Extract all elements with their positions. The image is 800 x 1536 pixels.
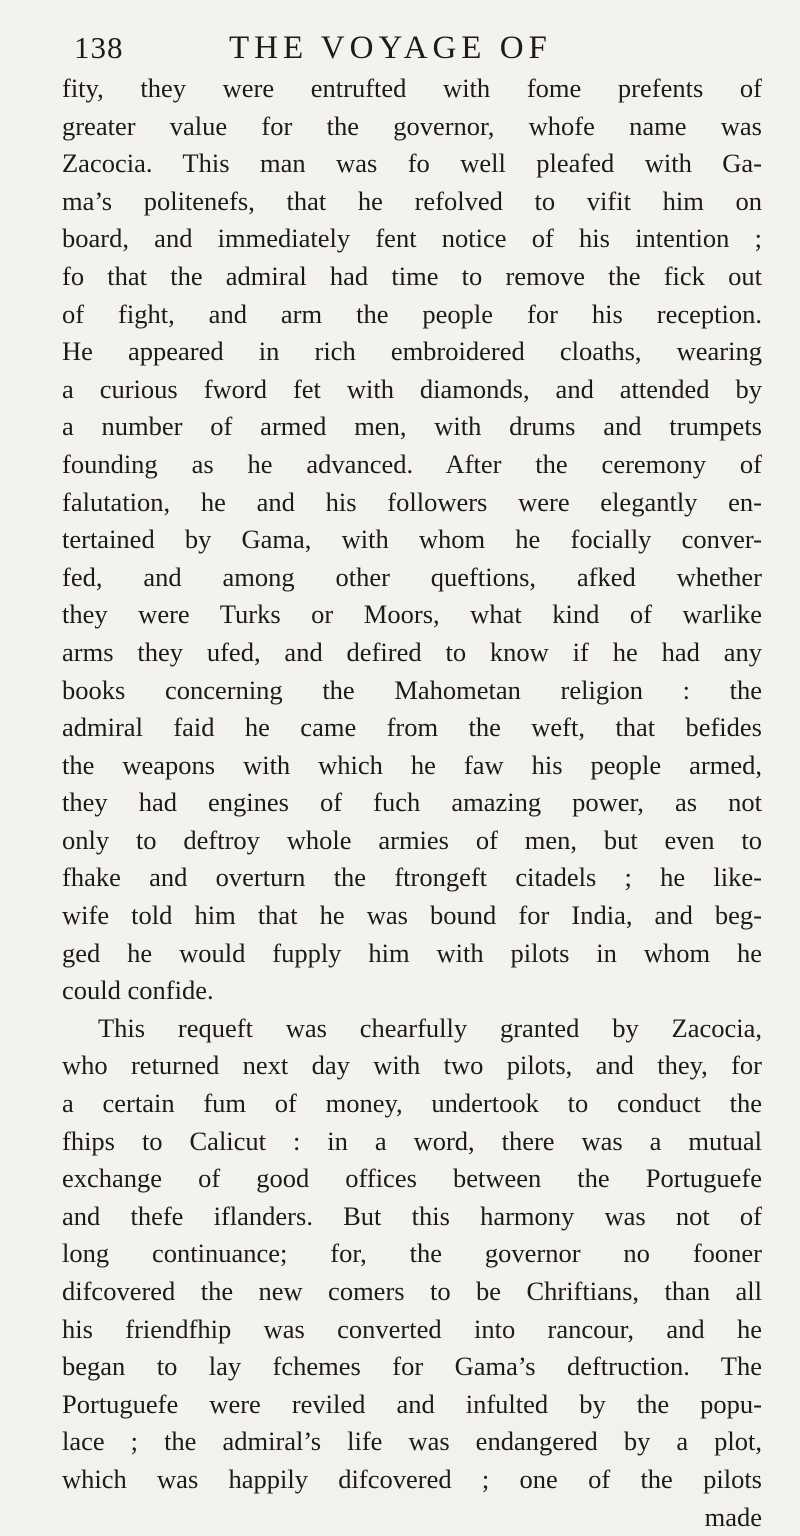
text-line: This requeft was chearfully granted by Zacocia,	[98, 1012, 762, 1043]
text-line: ma’s politenefs, that he refolved to vifit him on	[62, 185, 762, 216]
text-line: exchange of good offices between the Portuguefe	[62, 1163, 762, 1194]
text-line: fed, and among other queftions, afked whether	[62, 561, 762, 592]
body-text	[62, 70, 762, 1536]
paragraph-2	[62, 1010, 762, 1499]
paragraph-1	[62, 70, 762, 1010]
text-line: only to deftroy whole armies of men, but even to	[62, 824, 762, 855]
running-head	[74, 30, 734, 70]
text-line: wife told him that he was bound for India, and beg-	[62, 900, 762, 931]
text-line: lace ; the admiral’s life was endangered by a plot,	[62, 1426, 762, 1457]
text-line: tertained by Gama, with whom he focially conver-	[62, 524, 762, 555]
text-line: his friendfhip was converted into rancour, and he	[62, 1313, 762, 1344]
text-line: of fight, and arm the people for his reception.	[62, 298, 762, 329]
text-line: long continuance; for, the governor no fooner	[62, 1238, 762, 1269]
text-line: the weapons with which he faw his people armed,	[62, 749, 762, 780]
text-line: Portuguefe were reviled and infulted by the popu-	[62, 1388, 762, 1419]
text-line: Zacocia. This man was fo well pleafed with Ga-	[62, 148, 762, 179]
text-line: a number of armed men, with drums and trumpets	[62, 411, 762, 442]
text-line: founding as he advanced. After the ceremony of	[62, 448, 762, 479]
text-line: fity, they were entrufted with fome prefents of	[62, 73, 762, 103]
text-line: board, and immediately fent notice of his intention ;	[62, 223, 762, 254]
text-line: which was happily difcovered ; one of the pilots	[62, 1463, 762, 1494]
text-line: greater value for the governor, whofe name was	[62, 110, 762, 141]
text-line: and thefe iflanders. But this harmony was not of	[62, 1200, 762, 1231]
text-line: He appeared in rich embroidered cloaths, wearing	[62, 336, 762, 367]
text-line: arms they ufed, and defired to know if he had any	[62, 636, 762, 667]
text-line: ged he would fupply him with pilots in whom he	[62, 937, 762, 968]
text-line: began to lay fchemes for Gama’s deftruction. The	[62, 1351, 762, 1382]
page-number: 138	[74, 30, 124, 65]
text-line: difcovered the new comers to be Chriftians, than all	[62, 1276, 762, 1306]
text-line: a certain fum of money, undertook to conduct the	[62, 1088, 762, 1119]
text-line: a curious fword fet with diamonds, and attended by	[62, 373, 762, 404]
text-line: who returned next day with two pilots, and they, for	[62, 1050, 762, 1081]
text-line: admiral faid he came from the weft, that befides	[62, 712, 762, 743]
text-line: fhake and overturn the ftrongeft citadels ; he like-	[62, 862, 762, 893]
header-title: THE VOYAGE OF	[229, 30, 552, 66]
catchword: made	[704, 1501, 762, 1532]
text-line: they had engines of fuch amazing power, as not	[62, 787, 762, 818]
text-line: falutation, he and his followers were elegantly en-	[62, 486, 762, 517]
text-line: fo that the admiral had time to remove the fick out	[62, 260, 762, 291]
text-line: they were Turks or Moors, what kind of warlike	[62, 599, 762, 630]
text-line: books concerning the Mahometan religion : the	[62, 674, 762, 705]
text-line: fhips to Calicut : in a word, there was a mutual	[62, 1125, 762, 1156]
text-line: could confide.	[62, 975, 214, 1006]
